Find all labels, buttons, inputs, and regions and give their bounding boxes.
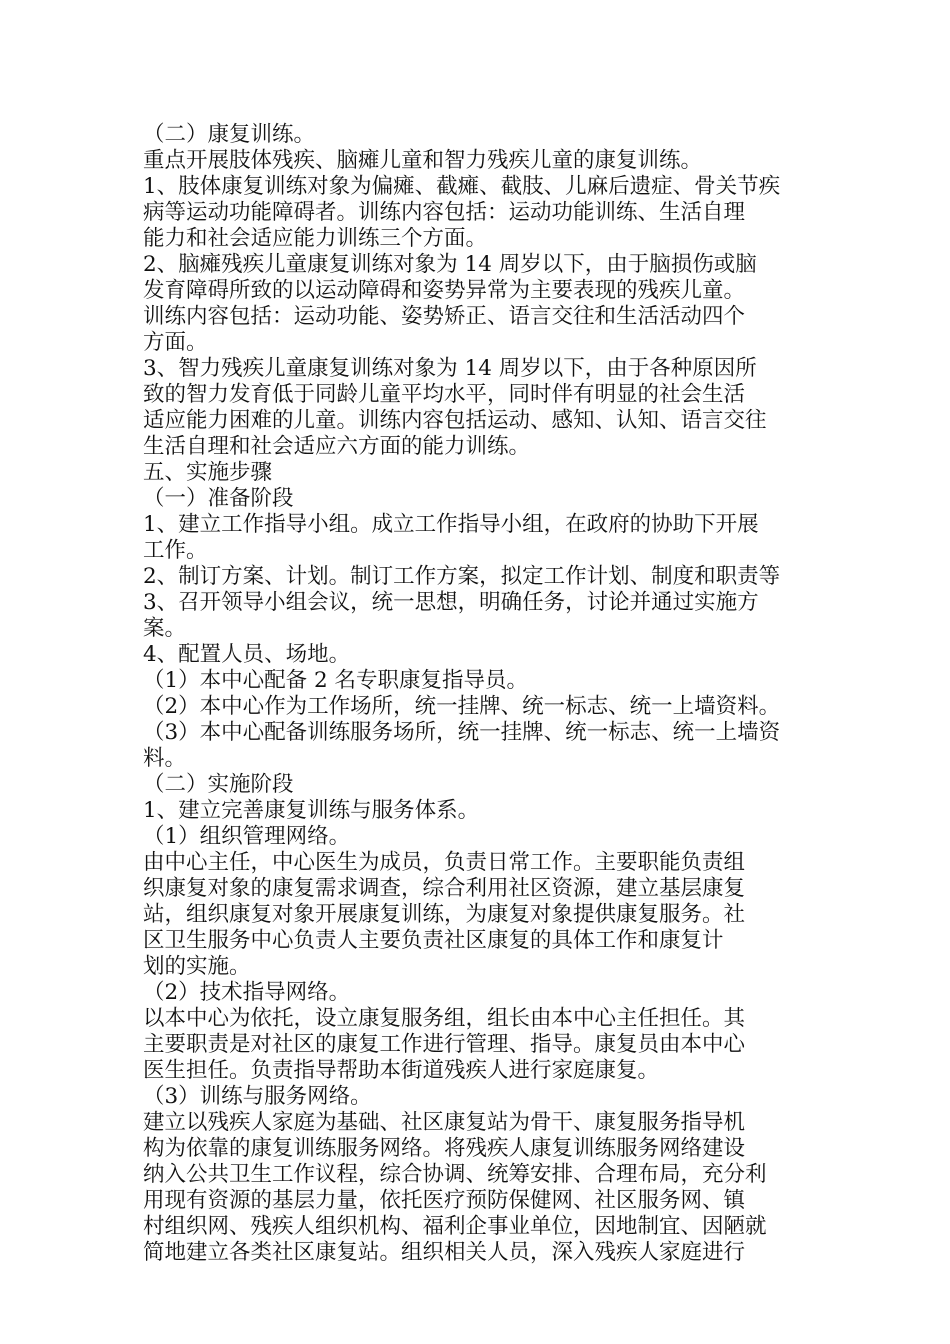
text-line: （1）组织管理网络。 — [143, 824, 351, 849]
text-line: （2）本中心作为工作场所，统一挂牌、统一标志、统一上墙资料。 — [143, 694, 781, 719]
text-line: （二）康复训练。 — [143, 122, 316, 147]
text-line: 主要职责是对社区的康复工作进行管理、指导。康复员由本中心 — [143, 1032, 746, 1057]
text-line: 料。 — [143, 746, 187, 771]
text-line: 构为依靠的康复训练服务网络。将残疾人康复训练服务网络建设 — [143, 1136, 746, 1161]
text-line: 织康复对象的康复需求调查，综合利用社区资源，建立基层康复 — [143, 876, 746, 901]
text-line: 2、制订方案、计划。制订工作方案，拟定工作计划、制度和职责等 — [143, 564, 781, 589]
text-line: 生活自理和社会适应六方面的能力训练。 — [143, 434, 531, 459]
text-line: 纳入公共卫生工作议程，综合协调、统筹安排、合理布局，充分利 — [143, 1162, 767, 1187]
text-line: 村组织网、残疾人组织机构、福利企事业单位，因地制宜、因陋就 — [143, 1214, 767, 1239]
section-heading: 五、实施步骤 — [143, 460, 273, 485]
text-line: 站，组织康复对象开展康复训练，为康复对象提供康复服务。社 — [143, 902, 746, 927]
text-line: （3）训练与服务网络。 — [143, 1084, 372, 1109]
document-body — [143, 122, 811, 1266]
text-line: 方面。 — [143, 330, 208, 355]
text-line: 重点开展肢体残疾、脑瘫儿童和智力残疾儿童的康复训练。 — [143, 148, 703, 173]
text-line: 由中心主任，中心医生为成员，负责日常工作。主要职能负责组 — [143, 850, 746, 875]
text-line: （3）本中心配备训练服务场所，统一挂牌、统一标志、统一上墙资 — [143, 720, 781, 745]
text-line: 医生担任。负责指导帮助本街道残疾人进行家庭康复。 — [143, 1058, 660, 1083]
text-line: 能力和社会适应能力训练三个方面。 — [143, 226, 488, 251]
text-line: 以本中心为依托，设立康复服务组，组长由本中心主任担任。其 — [143, 1006, 746, 1031]
text-line: 3、召开领导小组会议，统一思想，明确任务，讨论并通过实施方 — [143, 590, 759, 615]
text-line: 1、肢体康复训练对象为偏瘫、截瘫、截肢、儿麻后遗症、骨关节疾 — [143, 174, 781, 199]
subsection-heading: （二）实施阶段 — [143, 772, 294, 797]
text-line: 用现有资源的基层力量，依托医疗预防保健网、社区服务网、镇 — [143, 1188, 746, 1213]
text-line: 建立以残疾人家庭为基础、社区康复站为骨干、康复服务指导机 — [143, 1110, 746, 1135]
text-line: （2）技术指导网络。 — [143, 980, 351, 1005]
text-line: 工作。 — [143, 538, 208, 563]
text-line: 2、脑瘫残疾儿童康复训练对象为 14 周岁以下，由于脑损伤或脑 — [143, 252, 757, 277]
text-line: （1）本中心配备 2 名专职康复指导员。 — [143, 668, 529, 693]
text-line: 划的实施。 — [143, 954, 251, 979]
text-line: 致的智力发育低于同龄儿童平均水平，同时伴有明显的社会生活 — [143, 382, 746, 407]
text-line: 训练内容包括：运动功能、姿势矫正、语言交往和生活活动四个 — [143, 304, 746, 329]
text-line: 1、建立工作指导小组。成立工作指导小组，在政府的协助下开展 — [143, 512, 759, 537]
text-line: 简地建立各类社区康复站。组织相关人员，深入残疾人家庭进行 — [143, 1240, 746, 1265]
text-line: 4、配置人员、场地。 — [143, 642, 351, 667]
text-line: 区卫生服务中心负责人主要负责社区康复的具体工作和康复计 — [143, 928, 724, 953]
text-line: 案。 — [143, 616, 187, 641]
text-line: 适应能力困难的儿童。训练内容包括运动、感知、认知、语言交往 — [143, 408, 767, 433]
text-line: 3、智力残疾儿童康复训练对象为 14 周岁以下，由于各种原因所 — [143, 356, 757, 381]
subsection-heading: （一）准备阶段 — [143, 486, 294, 511]
text-line: 发育障碍所致的以运动障碍和姿势异常为主要表现的残疾儿童。 — [143, 278, 746, 303]
text-line: 病等运动功能障碍者。训练内容包括：运动功能训练、生活自理 — [143, 200, 746, 225]
text-line: 1、建立完善康复训练与服务体系。 — [143, 798, 480, 823]
